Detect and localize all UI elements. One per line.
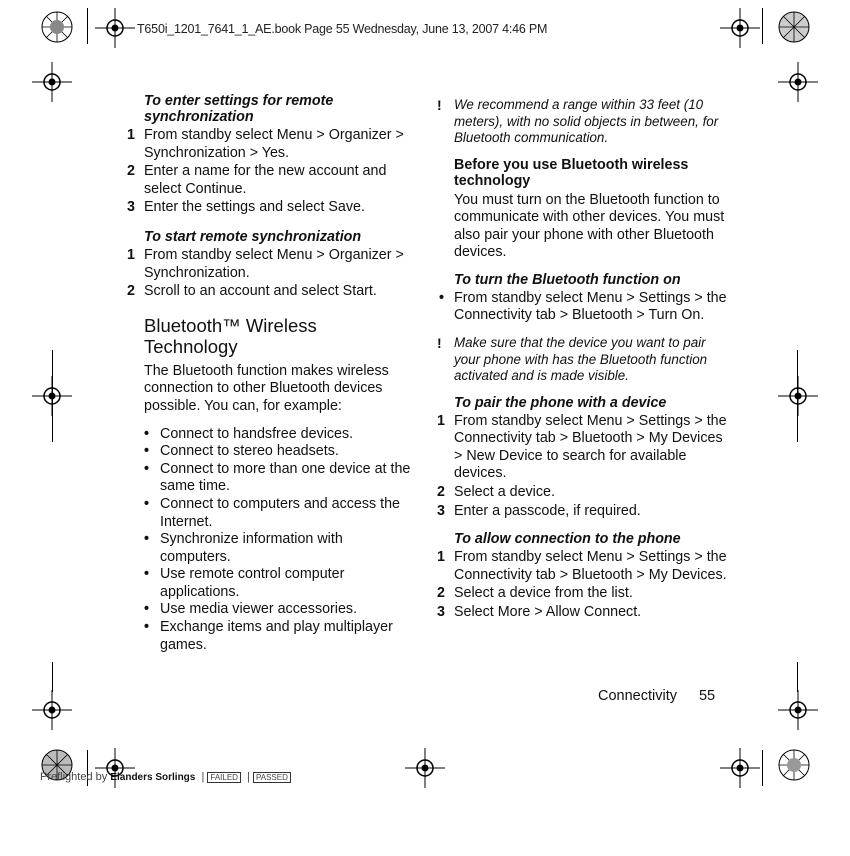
list-item: • Connect to handsfree devices. xyxy=(144,425,354,442)
color-wheel-icon xyxy=(777,748,811,782)
list-item: 1 From standby select Menu > Settings > the Connectivity tab > Bluetooth > My Devices > New Device to search for available devices. xyxy=(437,412,727,482)
list-item: 1 From standby select Menu > Settings > the Connectivity tab > Bluetooth > My Devices. xyxy=(437,549,727,583)
subheading-allow-connection: To allow connection to the phone xyxy=(454,531,681,548)
page-number: 55 xyxy=(698,688,716,704)
section-heading: Bluetooth™ Wireless Technology xyxy=(144,314,317,357)
registration-mark-icon xyxy=(720,8,760,48)
list-item: • Synchronize information with computers. xyxy=(144,531,343,565)
before-use-paragraph: You must turn on the Bluetooth function to communicate with other devices. You must also pair your phone with other Bluetooth devices. xyxy=(454,191,725,261)
crop-line xyxy=(52,350,53,442)
registration-mark-icon xyxy=(778,62,818,102)
page-footer xyxy=(598,688,715,704)
registration-mark-icon xyxy=(405,748,445,788)
list-item: 2 Select a device. xyxy=(437,483,555,500)
intro-paragraph: The Bluetooth function makes wireless connection to other Bluetooth devices possible. You can, for example: xyxy=(144,362,389,414)
list-item: • From standby select Menu > Settings > the Connectivity tab > Bluetooth > Turn On. xyxy=(439,289,727,324)
steps-pair-phone xyxy=(437,413,727,521)
registration-mark-icon xyxy=(32,62,72,102)
list-item: 3 Enter a passcode, if required. xyxy=(437,502,641,519)
list-item: 2 Select a device from the list. xyxy=(437,585,633,602)
feature-list xyxy=(127,426,417,655)
preflight-stamp: Preflighted by Elanders Sorlings | FAILED | PASSED xyxy=(40,771,291,783)
list-item: 2 Enter a name for the new account and select Continue. xyxy=(127,163,387,197)
crop-line xyxy=(797,662,798,692)
steps-enter-settings xyxy=(127,127,417,217)
color-wheel-icon xyxy=(40,10,74,44)
list-item: 3 Enter the settings and select Save. xyxy=(127,199,365,216)
list-item: • Use remote control computer applications. xyxy=(144,566,345,600)
crop-line xyxy=(797,350,798,442)
list-item: 1 From standby select Menu > Organizer > Synchronization > Yes. xyxy=(127,127,404,161)
subheading-start-sync: To start remote synchronization xyxy=(144,228,362,245)
right-column xyxy=(437,97,727,622)
subheading-turn-on: To turn the Bluetooth function on xyxy=(454,271,681,288)
color-wheel-icon xyxy=(777,10,811,44)
list-item: • Exchange items and play multiplayer games. xyxy=(144,619,393,653)
list-item: 3 Select More > Allow Connect. xyxy=(437,603,642,620)
note-range: ! We recommend a range within 33 feet (10 meters), with no solid objects in between, for Bluetooth communication. xyxy=(437,97,719,145)
steps-turn-on xyxy=(437,290,727,325)
subheading-before-use: Before you use Bluetooth wireless technology xyxy=(454,156,689,189)
list-item: • Connect to more than one device at the same time. xyxy=(144,460,411,495)
book-header: T650i_1201_7641_1_AE.book Page 55 Wednesday, June 13, 2007 4:46 PM xyxy=(137,22,548,36)
exclamation-icon: ! xyxy=(437,335,442,352)
registration-mark-icon xyxy=(95,8,135,48)
list-item: • Connect to stereo headsets. xyxy=(144,443,339,460)
crop-line xyxy=(762,8,763,44)
steps-start-sync xyxy=(127,247,417,301)
list-item: 2 Scroll to an account and select Start. xyxy=(127,283,377,300)
subheading-pair-phone: To pair the phone with a device xyxy=(454,394,667,411)
footer-section: Connectivity xyxy=(598,688,677,704)
registration-mark-icon xyxy=(32,690,72,730)
subheading-enter-settings: To enter settings for remote synchronization xyxy=(144,93,334,125)
crop-line xyxy=(762,750,763,786)
list-item: • Connect to computers and access the Internet. xyxy=(144,495,401,530)
registration-mark-icon xyxy=(720,748,760,788)
registration-mark-icon xyxy=(778,376,818,416)
list-item: 1 From standby select Menu > Organizer > Synchronization. xyxy=(127,246,404,281)
left-column xyxy=(127,93,417,654)
registration-mark-icon xyxy=(778,690,818,730)
list-item: • Use media viewer accessories. xyxy=(144,601,358,618)
exclamation-icon: ! xyxy=(437,97,442,113)
note-visible: ! Make sure that the device you want to pair your phone with has the Bluetooth function activated and is made visible. xyxy=(437,335,708,384)
steps-allow-connection xyxy=(437,549,727,621)
crop-line xyxy=(52,662,53,692)
crop-line xyxy=(87,8,88,44)
